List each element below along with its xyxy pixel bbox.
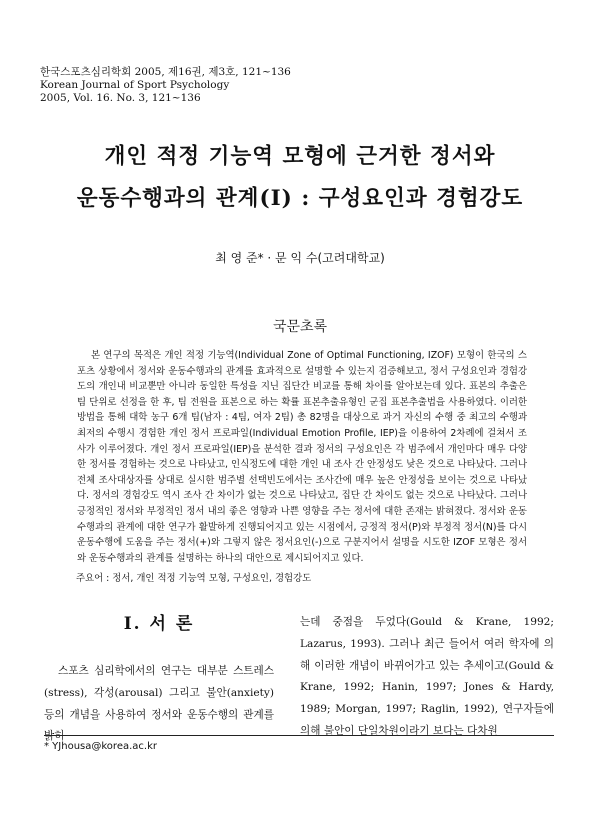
journal-name-english: Korean Journal of Sport Psychology	[40, 79, 230, 91]
journal-citation-korean: 한국스포츠심리학회 2005, 제16권, 제3호, 121~136	[40, 66, 291, 78]
footnote-divider	[44, 735, 554, 736]
section-heading-introduction: I. 서 론	[123, 614, 195, 634]
footnote-email: * YJhousa@korea.ac.kr	[44, 741, 157, 752]
authors: 최 영 준* · 문 익 수(고려대학교)	[215, 251, 385, 265]
paper-title	[0, 136, 600, 220]
title-line-2: 운동수행과의 관계(I) : 구성요인과 경험강도	[76, 186, 524, 211]
abstract-heading: 국문초록	[272, 319, 328, 335]
keywords: 주요어 : 정서, 개인 적정 기능역 모형, 구성요인, 경험강도	[76, 573, 312, 584]
journal-citation-english: 2005, Vol. 16. No. 3, 121~136	[40, 92, 201, 104]
abstract-body: 본 연구의 목적은 개인 적정 기능역(Individual Zone of Optimal Functioning, IZOF) 모형이 한국의 스포츠 상황에서 정서와 운동수행과의 관계를 효과적으로 설명할 수 있는지 검증해보고, 정서 구성요인과 경험강도의 개인내 비교뿐만 아니라 동일한 특성을 지닌 집단간 비교를 통해 차이를 알아보는데 있다. 표본의 추출은 팀 단위로 선정을 한 후, 팀 전원을 표본으로 하는 확률 표본추출유형인 군집 표본추출법을 사용하였다. 이러한 방법을 통해 대학 농구 6개 팀(남자 : 4팀, 여자 2팀) 총 82명을 대상으로 과거 자신의 수행 중 최고의 수행과 최저의 수행시 경험한 개인 정서 프로파일(Individual Emotion Profile, IEP)을 이용하여 2차례에 걸쳐서 조사가 이루어졌다. 개인 정서 프로파일(IEP)을 분석한 결과 정서의 구성요인은 각 범주에서 개인마다 매우 다양한 정서를 경험하는 것으로 나타났고, 인식정도에 대한 개인 내 조사 간 안정성도 낮은 것으로 나타났다. 그러나 전체 조사대상자를 상대로 실시한 범주별 선택빈도에서는 조사간에 매우 높은 안정성을 보이는 것으로 나타났다. 정서의 경험강도 역시 조사 간 차이가 없는 것으로 나타났고, 집단 간 차이도 없는 것으로 나타났다. 그러나 긍정적인 정서와 부정적인 정서 내의 좋은 영향과 나쁜 영향을 주는 정서에 대한 존재는 밝혀졌다. 정서와 운동수행과의 관계에 대한 연구가 활발하게 진행되어지고 있는 시점에서, 긍정적 정서(P)와 부정적 정서(N)를 다시 운동수행에 도움을 주는 정서(+)와 그렇지 않은 정서요인(-)으로 구분지어서 설명을 시도한 IZOF 모형은 정서와 운동수행과의 관계를 설명하는 하나의 대안으로 제시되어지고 있다.	[77, 350, 527, 564]
journal-header	[40, 66, 291, 105]
intro-paragraph-left: 스포츠 심리학에서의 연구는 대부분 스트레스(stress), 각성(arousal) 그리고 불안(anxiety) 등의 개념을 사용하여 정서와 운동수행의 관계를 밝히	[44, 665, 274, 743]
intro-paragraph-right: 는데 중점을 두었다(Gould & Krane, 1992; Lazarus, 1993). 그러나 최근 들어서 여러 학자에 의해 이러한 개념이 바뀌어가고 있는 추세이고(Gould & Krane, 1992; Hanin, 1997; Jones & Hardy, 1989; Morgan, 1997; Raglin, 1992), 연구자들에 의해 불안이 단일차원이라기 보다는 다차원	[300, 616, 554, 737]
title-line-1: 개인 적정 기능역 모형에 근거한 정서와	[104, 144, 496, 169]
